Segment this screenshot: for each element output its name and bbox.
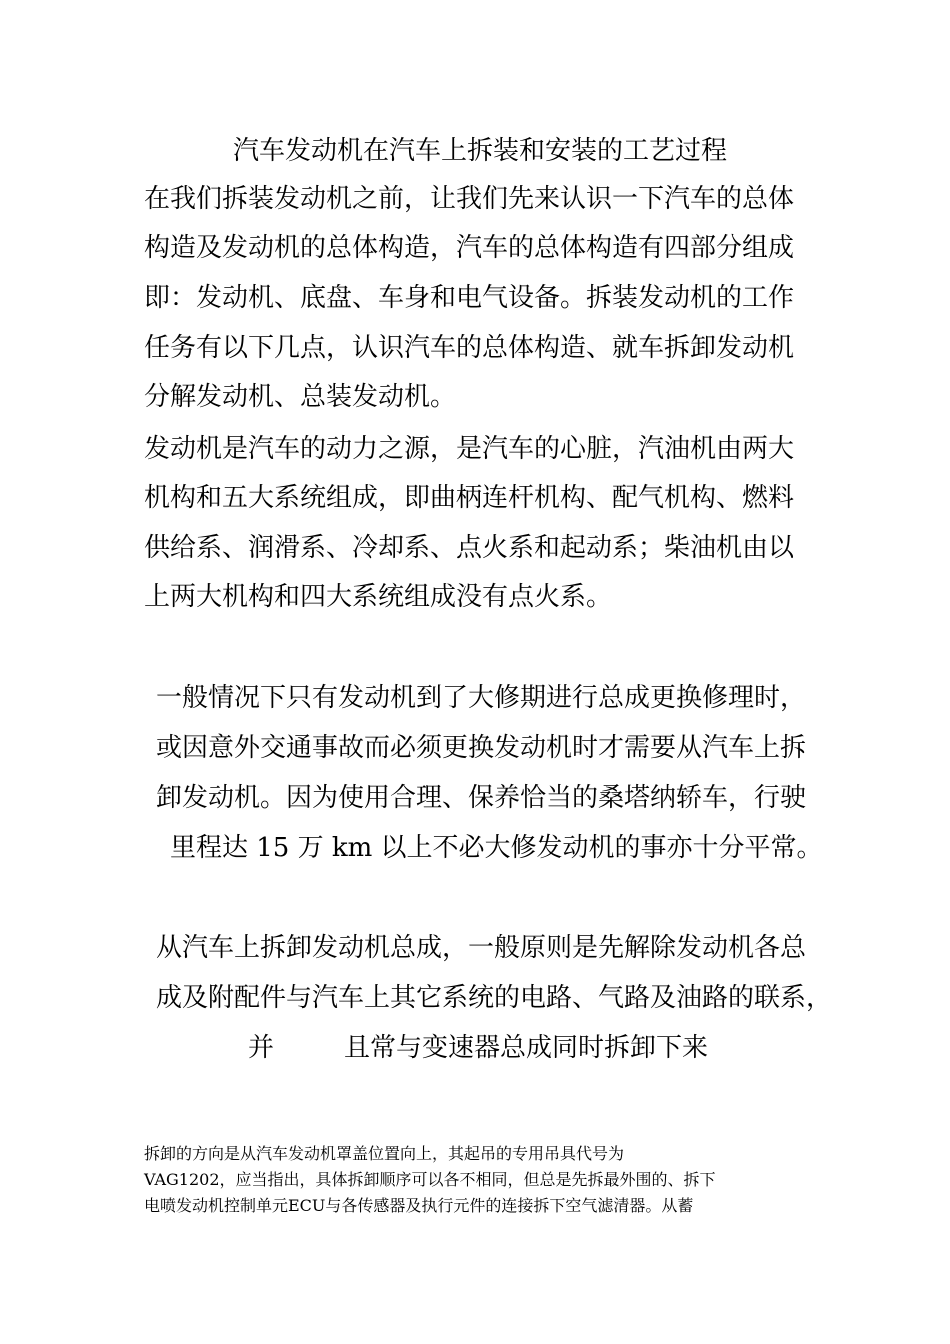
paragraph-1-line-5: 分解发动机、总装发动机。	[144, 382, 457, 412]
paragraph-4-line-3-start: 并	[248, 1033, 275, 1063]
paragraph-1-line-3: 即：发动机、底盘、车身和电气设备。拆装发动机的工作	[144, 283, 795, 313]
paragraph-4-line-2: 成及附配件与汽车上其它系统的电路、气路及油路的联系，	[156, 983, 833, 1013]
paragraph-2-line-1: 发动机是汽车的动力之源，是汽车的心脏，汽油机由两大	[144, 434, 795, 464]
paragraph-1-line-4: 任务有以下几点，认识汽车的总体构造、就车拆卸发动机	[144, 333, 795, 363]
paragraph-1-line-2: 构造及发动机的总体构造，汽车的总体构造有四部分组成	[144, 233, 795, 263]
paragraph-1-line-1: 在我们拆装发动机之前，让我们先来认识一下汽车的总体	[144, 184, 795, 214]
paragraph-2-line-2: 机构和五大系统组成，即曲柄连杆机构、配气机构、燃料	[144, 483, 795, 513]
paragraph-5-line-1: 拆卸的方向是从汽车发动机罩盖位置向上，其起吊的专用吊具代号为	[144, 1144, 625, 1163]
paragraph-3-line-2: 或因意外交通事故而必须更换发动机时才需要从汽车上拆	[156, 733, 807, 763]
paragraph-5-line-2: VAG1202，应当指出，具体拆卸顺序可以各不相同，但总是先拆最外围的、拆下	[144, 1170, 716, 1189]
paragraph-5-line-3: 电喷发动机控制单元ECU与各传感器及执行元件的连接拆下空气滤清器。从蓄	[144, 1196, 694, 1215]
paragraph-2-line-3: 供给系、润滑系、冷却系、点火系和起动系；柴油机由以	[144, 533, 795, 563]
paragraph-2-line-4: 上两大机构和四大系统组成没有点火系。	[144, 582, 613, 612]
paragraph-4-line-3-end: 且常与变速器总成同时拆卸下来	[344, 1033, 709, 1063]
paragraph-3-line-3: 卸发动机。因为使用合理、保养恰当的桑塔纳轿车，行驶	[156, 783, 807, 813]
paragraph-3-line-4: 里程达 15 万 km 以上不必大修发动机的事亦十分平常。	[170, 833, 823, 863]
paragraph-3-line-1: 一般情况下只有发动机到了大修期进行总成更换修理时，	[156, 683, 807, 713]
paragraph-4-line-1: 从汽车上拆卸发动机总成，一般原则是先解除发动机各总	[156, 933, 807, 963]
document-title: 汽车发动机在汽车上拆装和安装的工艺过程	[233, 136, 728, 166]
